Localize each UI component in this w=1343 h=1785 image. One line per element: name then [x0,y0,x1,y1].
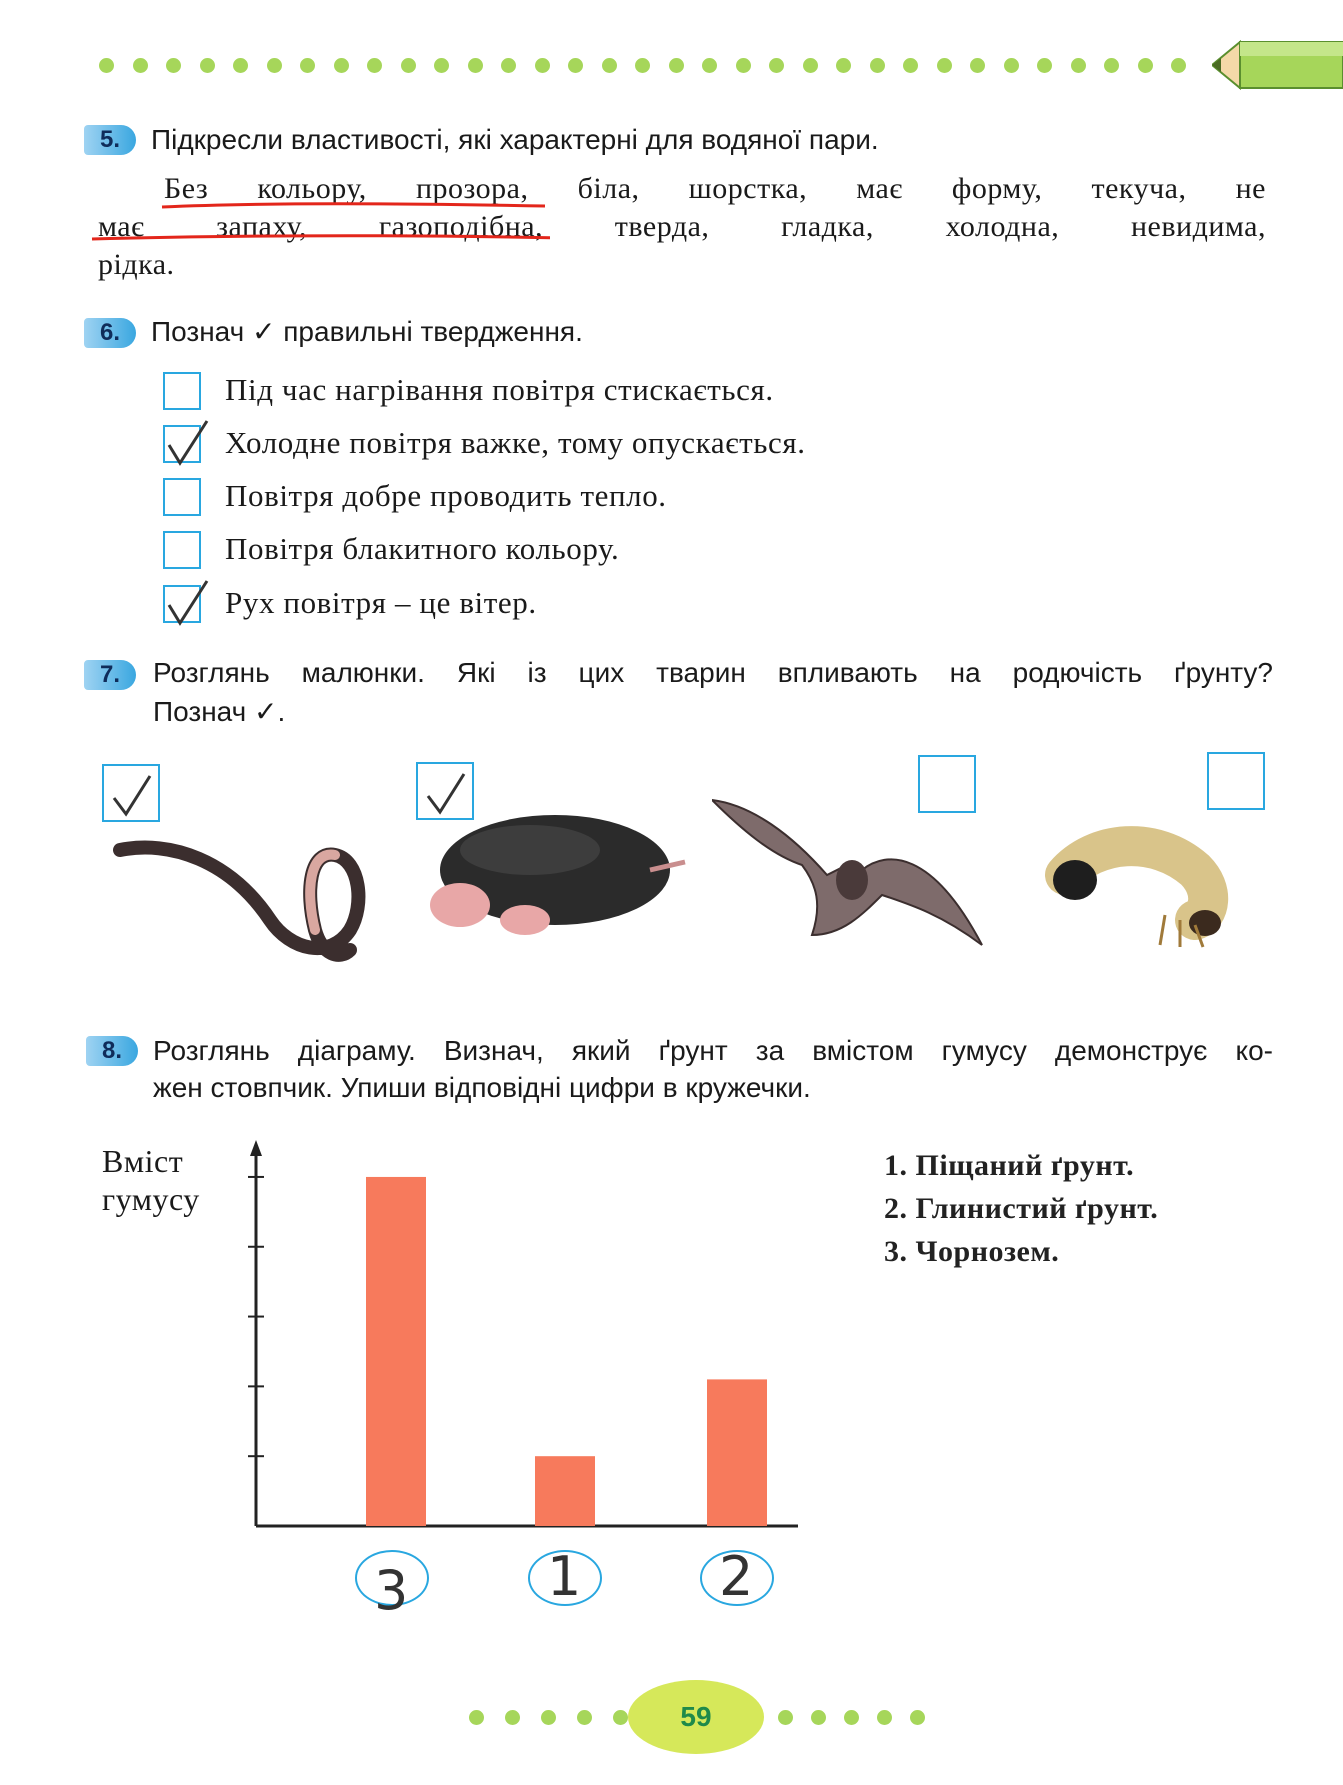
decor-dot [200,58,215,73]
decor-dot [669,58,684,73]
mole-image [420,790,690,960]
statement-text: Повітря блакитного кольору. [225,531,620,566]
decor-dot [910,1710,925,1725]
check-mark-icon: ✓ [254,695,278,728]
decor-dot [367,58,382,73]
task-5-prompt: Підкресли властивості, які характерні для водяної пари. [151,124,879,155]
check-mark-icon: ✓ [252,315,276,348]
decor-dot [613,1710,628,1725]
chart-y-axis-label [102,1142,200,1218]
y-axis-arrow-icon [250,1140,262,1156]
check-mark-icon [110,772,156,818]
underline-mark-1 [162,204,545,207]
task-7-number: 7. [84,660,136,690]
decor-dot [541,1710,556,1725]
decor-dot [468,58,483,73]
properties-line-2: має запаху, газоподібна, тверда, гладка, холодна, невидима, [98,210,1266,243]
decor-dot [1004,58,1019,73]
task-8-instruction-line-2: жен стовпчик. Упиши відповідні цифри в кружечки. [153,1072,811,1103]
legend-item: 2. Глинистий ґрунт. [884,1192,1159,1225]
decor-dot [166,58,181,73]
decor-dot [133,58,148,73]
answer-digit: 2 [719,1545,754,1608]
decor-dot [769,58,784,73]
decor-dot [401,58,416,73]
decor-dot [300,58,315,73]
decor-dot [1171,58,1186,73]
statement-checkbox[interactable] [163,478,201,516]
task-8-instruction-line-1: Розглянь діаграму. Визнач, який ґрунт за вмістом гумусу демонструє ко- [153,1035,1273,1066]
decor-dot [844,1710,859,1725]
properties-line-1: Без кольору, прозора, біла, шорстка, має форму, текуча, не [164,172,1266,205]
task-7-instruction: Познач ✓. [153,695,286,728]
statement-checkbox[interactable] [163,425,201,463]
decor-dot [811,1710,826,1725]
decor-dot [1037,58,1052,73]
decor-dot [803,58,818,73]
decor-dot [970,58,985,73]
decor-dot [635,58,650,73]
task-6-prompt-end: правильні твердження. [283,316,583,347]
task-7-instruction-label: Познач [153,696,247,727]
decor-dot [702,58,717,73]
decor-dot [602,58,617,73]
decor-dot [535,58,550,73]
properties-line-3: рідка. [98,248,175,281]
beetle-larva-checkbox[interactable] [1207,752,1265,810]
decor-dot [836,58,851,73]
statement-text: Холодне повітря важке, тому опускається. [225,425,806,460]
decor-dot [937,58,952,73]
task-7-question: Розглянь малюнки. Які із цих тварин впливають на родючість ґрунту? [153,657,1273,688]
decor-dot [99,58,114,73]
statement-checkbox[interactable] [163,531,201,569]
page-number: 59 [680,1701,712,1732]
task-6-prompt [151,314,583,350]
red-underline-marks [90,195,550,245]
statement-text: Під час нагрівання повітря стискається. [225,372,774,407]
decor-dot [1104,58,1119,73]
humus-bar-chart [230,1140,810,1530]
decor-dot [267,58,282,73]
decor-dot [568,58,583,73]
humus-bar-1 [535,1456,595,1526]
decor-dot [505,1710,520,1725]
task-6-number: 6. [84,318,136,348]
decor-dot [736,58,751,73]
legend-item: 3. Чорнозем. [884,1235,1060,1268]
check-mark-icon [165,419,211,467]
decor-dot [870,58,885,73]
y-axis-label-line-1: Вміст [102,1143,184,1179]
legend-item: 1. Піщаний ґрунт. [884,1149,1135,1182]
statement-checkbox[interactable] [163,372,201,410]
decor-dot [469,1710,484,1725]
humus-bar-2 [707,1379,767,1526]
task-6-prompt-start: Познач [151,316,245,347]
humus-bar-3 [366,1177,426,1526]
decor-dot [334,58,349,73]
decor-dot [434,58,449,73]
statement-text: Рух повітря – це вітер. [225,585,537,620]
answer-digit: 1 [547,1545,582,1608]
bat-image [712,795,992,960]
decor-dot [1138,58,1153,73]
statement-text: Повітря добре проводить тепло. [225,478,667,513]
y-axis-label-line-2: гумусу [102,1181,200,1217]
statement-checkbox[interactable] [163,585,201,623]
decor-dot [877,1710,892,1725]
earthworm-checkbox[interactable] [102,764,160,822]
earthworm-image [110,820,380,970]
task-5-number: 5. [84,125,136,155]
decor-dot [903,58,918,73]
decor-dot [1071,58,1086,73]
underline-mark-2 [92,236,550,239]
decor-dot [577,1710,592,1725]
decor-dot [233,58,248,73]
pencil-icon [1212,36,1343,94]
beetle-larva-image [1045,825,1235,955]
decor-dot [501,58,516,73]
task-8-number: 8. [86,1036,138,1066]
check-mark-icon [165,579,211,627]
answer-digit: 3 [374,1559,409,1622]
decor-dot [778,1710,793,1725]
